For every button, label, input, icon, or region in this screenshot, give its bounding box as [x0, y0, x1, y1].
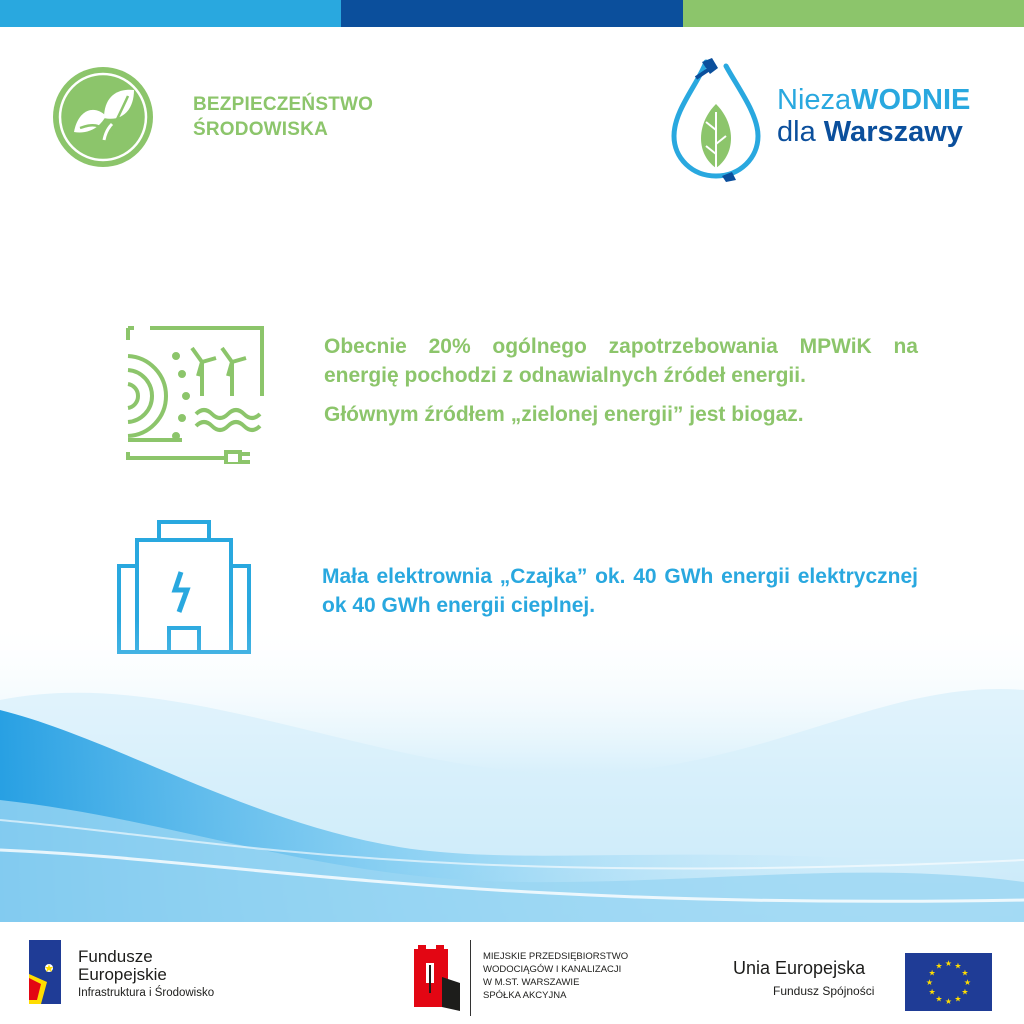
brand-line2-light: dla	[777, 116, 824, 148]
fe-title-line1: Fundusze	[78, 947, 153, 966]
brand-line2-bold: Warszawy	[823, 116, 963, 148]
eu-star-icon: ★	[935, 961, 943, 971]
section-title	[193, 92, 373, 142]
eu-star-icon: ★	[944, 959, 953, 968]
brand-name	[777, 84, 970, 148]
fundusz-spojnosci-subtitle: Fundusz Spójności	[773, 984, 875, 998]
eu-star-icon: ★	[961, 968, 969, 978]
renewable-energy-text	[324, 332, 918, 429]
power-plant-text: Mała elektrownia „Czajka” ok. 40 GWh energii elektrycznej ok 40 GWh energii cieplnej.	[322, 565, 918, 617]
renewable-energy-icon	[126, 326, 266, 464]
decorative-wave	[0, 620, 1024, 922]
fundusze-europejskie-logo-icon	[27, 938, 67, 1006]
leaf-circle-icon	[52, 66, 154, 168]
eu-star-icon: ★	[935, 994, 943, 1004]
mpwik-name	[483, 950, 628, 1002]
eu-star-icon: ★	[961, 987, 969, 997]
section-title-line2: ŚRODOWISKA	[193, 119, 328, 140]
eu-star-icon: ★	[954, 961, 962, 971]
top-bar-light-blue	[0, 0, 341, 27]
section-title-line1: BEZPIECZEŃSTWO	[193, 94, 374, 115]
renewable-energy-paragraph: Obecnie 20% ogólnego zapotrzebowania MPWiK na energię pochodzi z odnawialnych źródeł energii.	[324, 335, 918, 387]
unia-europejska-title: Unia Europejska	[733, 958, 866, 978]
eu-star-icon: ★	[954, 994, 962, 1004]
eu-star-icon: ★	[928, 968, 936, 978]
eu-star-icon: ★	[944, 997, 953, 1006]
mpwik-crest-icon	[412, 943, 462, 1013]
mpwik-divider	[470, 940, 471, 1016]
brand-line1-bold: WODNIE	[851, 84, 971, 116]
brand-line1-light: Nieza	[777, 84, 852, 116]
eu-star-icon: ★	[963, 978, 972, 987]
top-bar-dark-blue	[341, 0, 682, 27]
top-bar-green	[683, 0, 1024, 27]
top-color-bar	[0, 0, 1024, 27]
eu-flag-icon	[905, 953, 992, 1011]
water-drop-logo-icon	[666, 54, 766, 182]
eu-star-icon: ★	[925, 978, 934, 987]
mpwik-line2: WODOCIĄGÓW I KANALIZACJI	[483, 964, 622, 975]
mpwik-line1: MIEJSKIE PRZEDSIĘBIORSTWO	[483, 951, 629, 962]
fundusze-europejskie-subtitle: Infrastruktura i Środowisko	[78, 987, 215, 999]
mpwik-line4: SPÓŁKA AKCYJNA	[483, 990, 567, 1001]
biogas-paragraph: Głównym źródłem „zielonej energii” jest biogaz.	[324, 403, 804, 426]
eu-star-icon: ★	[928, 987, 936, 997]
mpwik-line3: W M.ST. WARSZAWIE	[483, 977, 580, 988]
fe-title-line2: Europejskie	[78, 965, 167, 984]
fundusze-europejskie-title	[78, 948, 167, 984]
